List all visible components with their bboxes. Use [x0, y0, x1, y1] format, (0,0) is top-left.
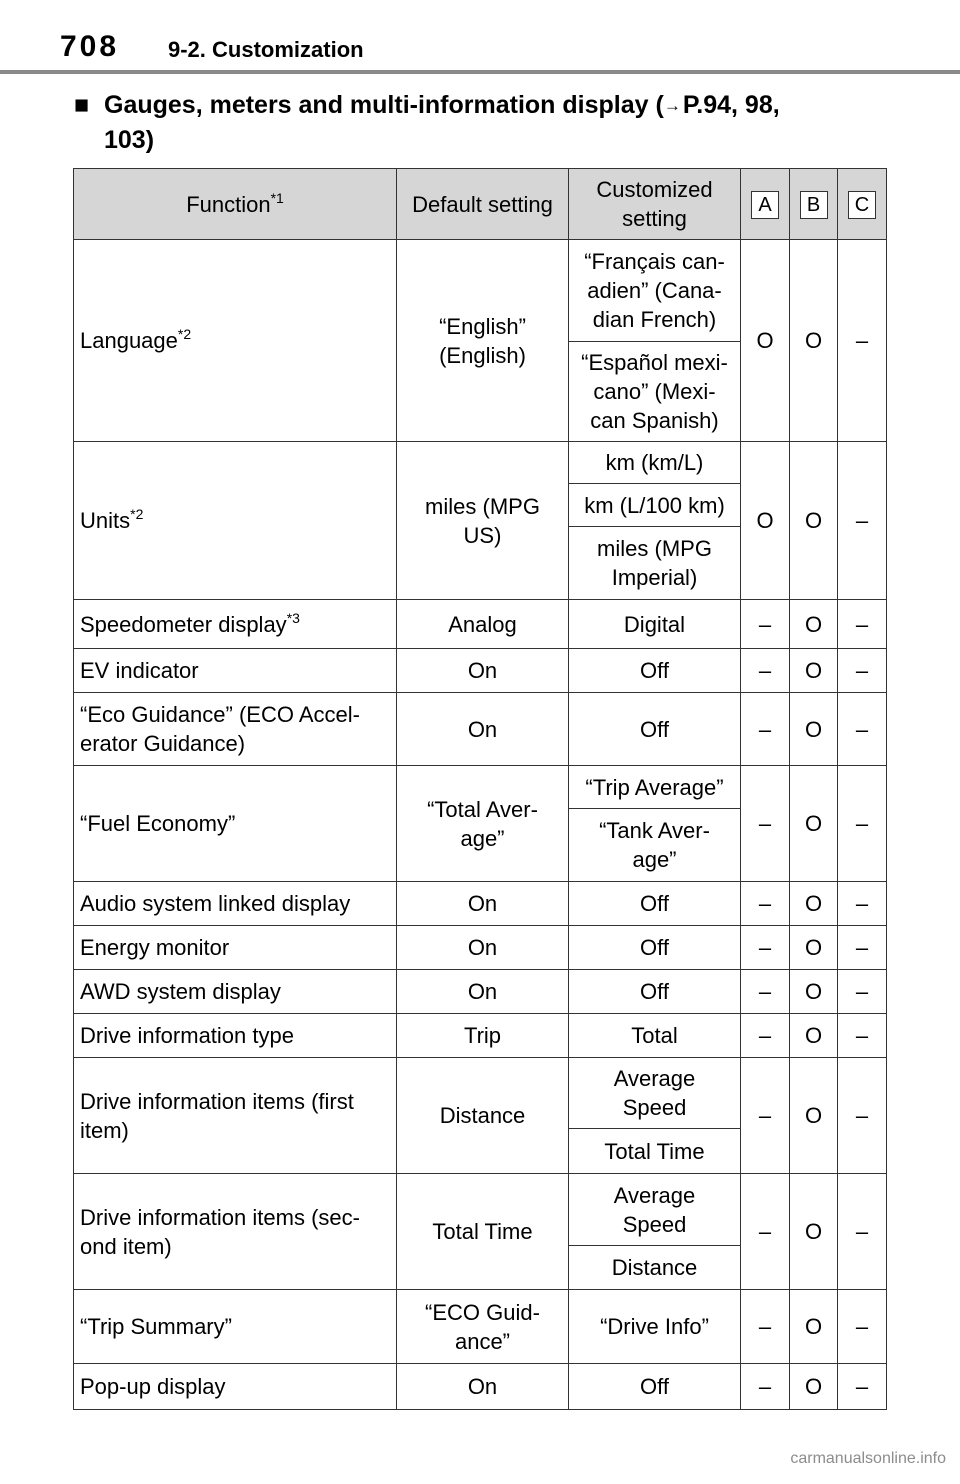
default-cell: Total Time: [397, 1174, 569, 1290]
function-cell: Pop-up display: [74, 1364, 397, 1410]
col-a-cell: –: [741, 970, 790, 1014]
default-cell: On: [397, 1364, 569, 1410]
heading-page-ref[interactable]: P.94, 98,: [682, 91, 780, 119]
col-b-cell: O: [790, 442, 838, 600]
function-cell: “Fuel Economy”: [74, 766, 397, 882]
default-cell: “English” (English): [397, 240, 569, 442]
customized-cell: “Français can- adien” (Cana- dian French): [569, 240, 741, 342]
function-cell: Energy monitor: [74, 926, 397, 970]
table-row: [74, 1014, 887, 1058]
table-row: [74, 882, 887, 926]
header-divider: [0, 70, 960, 74]
function-cell: Language$^{*2}$: [74, 240, 397, 442]
letter-c-icon: C: [848, 191, 876, 219]
col-c-cell: –: [838, 1290, 887, 1364]
page-number: 708: [60, 30, 120, 63]
col-b-cell: O: [790, 600, 838, 649]
col-a-cell: –: [741, 926, 790, 970]
default-cell: Distance: [397, 1058, 569, 1174]
default-cell: On: [397, 970, 569, 1014]
letter-b-icon: B: [800, 191, 828, 219]
table-row: [74, 1058, 887, 1129]
col-c-cell: –: [838, 1014, 887, 1058]
col-a-cell: –: [741, 693, 790, 766]
col-c-cell: –: [838, 766, 887, 882]
table-row: [74, 693, 887, 766]
col-a-cell: –: [741, 1364, 790, 1410]
col-a-cell: –: [741, 1290, 790, 1364]
default-cell: On: [397, 882, 569, 926]
function-cell: Audio system linked display: [74, 882, 397, 926]
header-col-a: [741, 169, 790, 240]
function-cell: EV indicator: [74, 649, 397, 693]
square-bullet-icon: ■: [74, 91, 90, 119]
col-a-cell: –: [741, 1014, 790, 1058]
col-c-cell: –: [838, 1174, 887, 1290]
col-b-cell: O: [790, 1058, 838, 1174]
col-c-cell: –: [838, 442, 887, 600]
heading-page-ref-continued[interactable]: 103): [104, 126, 155, 154]
customized-cell: km (km/L): [569, 442, 741, 484]
table-row: [74, 1174, 887, 1246]
col-c-cell: –: [838, 600, 887, 649]
default-cell: “ECO Guid- ance”: [397, 1290, 569, 1364]
customized-cell: km (L/100 km): [569, 484, 741, 527]
table-row: [74, 442, 887, 484]
section-heading: [74, 88, 864, 157]
customized-cell: Digital: [569, 600, 741, 649]
customized-cell: Off: [569, 1364, 741, 1410]
function-cell: Drive information items (sec- ond item): [74, 1174, 397, 1290]
table-row: [74, 970, 887, 1014]
customized-cell: Off: [569, 649, 741, 693]
default-cell: “Total Aver- age”: [397, 766, 569, 882]
letter-a-icon: A: [751, 191, 779, 219]
default-cell: On: [397, 926, 569, 970]
customized-cell: Average Speed: [569, 1174, 741, 1246]
header-function: Function$^{*1}$: [74, 169, 397, 240]
col-b-cell: O: [790, 970, 838, 1014]
col-b-cell: O: [790, 1174, 838, 1290]
col-a-cell: –: [741, 1174, 790, 1290]
col-b-cell: O: [790, 1290, 838, 1364]
page-header: [0, 0, 960, 78]
customized-cell: Off: [569, 926, 741, 970]
function-cell: Speedometer display$^{*3}$: [74, 600, 397, 649]
col-a-cell: –: [741, 766, 790, 882]
col-b-cell: O: [790, 766, 838, 882]
customized-cell: “Tank Aver- age”: [569, 809, 741, 882]
col-b-cell: O: [790, 649, 838, 693]
col-b-cell: O: [790, 1364, 838, 1410]
col-a-cell: –: [741, 600, 790, 649]
col-b-cell: O: [790, 1014, 838, 1058]
customized-cell: Off: [569, 970, 741, 1014]
header-col-b: [790, 169, 838, 240]
table-header-row: [74, 169, 887, 240]
col-b-cell: O: [790, 240, 838, 442]
customized-cell: miles (MPG Imperial): [569, 527, 741, 600]
table-row: [74, 649, 887, 693]
customized-cell: “Trip Average”: [569, 766, 741, 809]
col-a-cell: –: [741, 649, 790, 693]
col-b-cell: O: [790, 882, 838, 926]
customized-cell: Distance: [569, 1246, 741, 1290]
default-cell: On: [397, 693, 569, 766]
header-customized-setting: Customized setting: [569, 169, 741, 240]
table-row: [74, 1364, 887, 1410]
header-col-c: [838, 169, 887, 240]
col-c-cell: –: [838, 1058, 887, 1174]
header-default-setting: Default setting: [397, 169, 569, 240]
customized-cell: “Drive Info”: [569, 1290, 741, 1364]
table-row: [74, 600, 887, 649]
customized-cell: Total: [569, 1014, 741, 1058]
function-cell: AWD system display: [74, 970, 397, 1014]
col-b-cell: O: [790, 926, 838, 970]
function-cell: Drive information type: [74, 1014, 397, 1058]
customized-cell: Total Time: [569, 1129, 741, 1174]
customized-cell: Average Speed: [569, 1058, 741, 1129]
table-row: [74, 1290, 887, 1364]
arrow-right-icon: →: [663, 96, 681, 115]
col-b-cell: O: [790, 693, 838, 766]
col-a-cell: –: [741, 1058, 790, 1174]
default-cell: Analog: [397, 600, 569, 649]
watermark: carmanualsonline.info: [790, 1450, 946, 1467]
col-c-cell: –: [838, 970, 887, 1014]
col-c-cell: –: [838, 649, 887, 693]
customized-cell: Off: [569, 882, 741, 926]
col-a-cell: –: [741, 882, 790, 926]
function-cell: Units$^{*2}$: [74, 442, 397, 600]
table-row: [74, 926, 887, 970]
table-row: [74, 766, 887, 809]
col-c-cell: –: [838, 693, 887, 766]
customization-table: [73, 168, 887, 1410]
default-cell: miles (MPG US): [397, 442, 569, 600]
default-cell: On: [397, 649, 569, 693]
function-cell: Drive information items (first item): [74, 1058, 397, 1174]
customized-cell: Off: [569, 693, 741, 766]
section-title: 9-2. Customization: [168, 37, 364, 62]
customized-cell: “Español mexi- cano” (Mexi- can Spanish): [569, 342, 741, 442]
heading-text: Gauges, meters and multi-information display (: [104, 91, 664, 119]
function-cell: “Eco Guidance” (ECO Accel- erator Guidance): [74, 693, 397, 766]
col-c-cell: –: [838, 882, 887, 926]
col-c-cell: –: [838, 926, 887, 970]
default-cell: Trip: [397, 1014, 569, 1058]
col-c-cell: –: [838, 1364, 887, 1410]
col-a-cell: O: [741, 240, 790, 442]
col-a-cell: O: [741, 442, 790, 600]
col-c-cell: –: [838, 240, 887, 442]
table-row: [74, 240, 887, 342]
function-cell: “Trip Summary”: [74, 1290, 397, 1364]
